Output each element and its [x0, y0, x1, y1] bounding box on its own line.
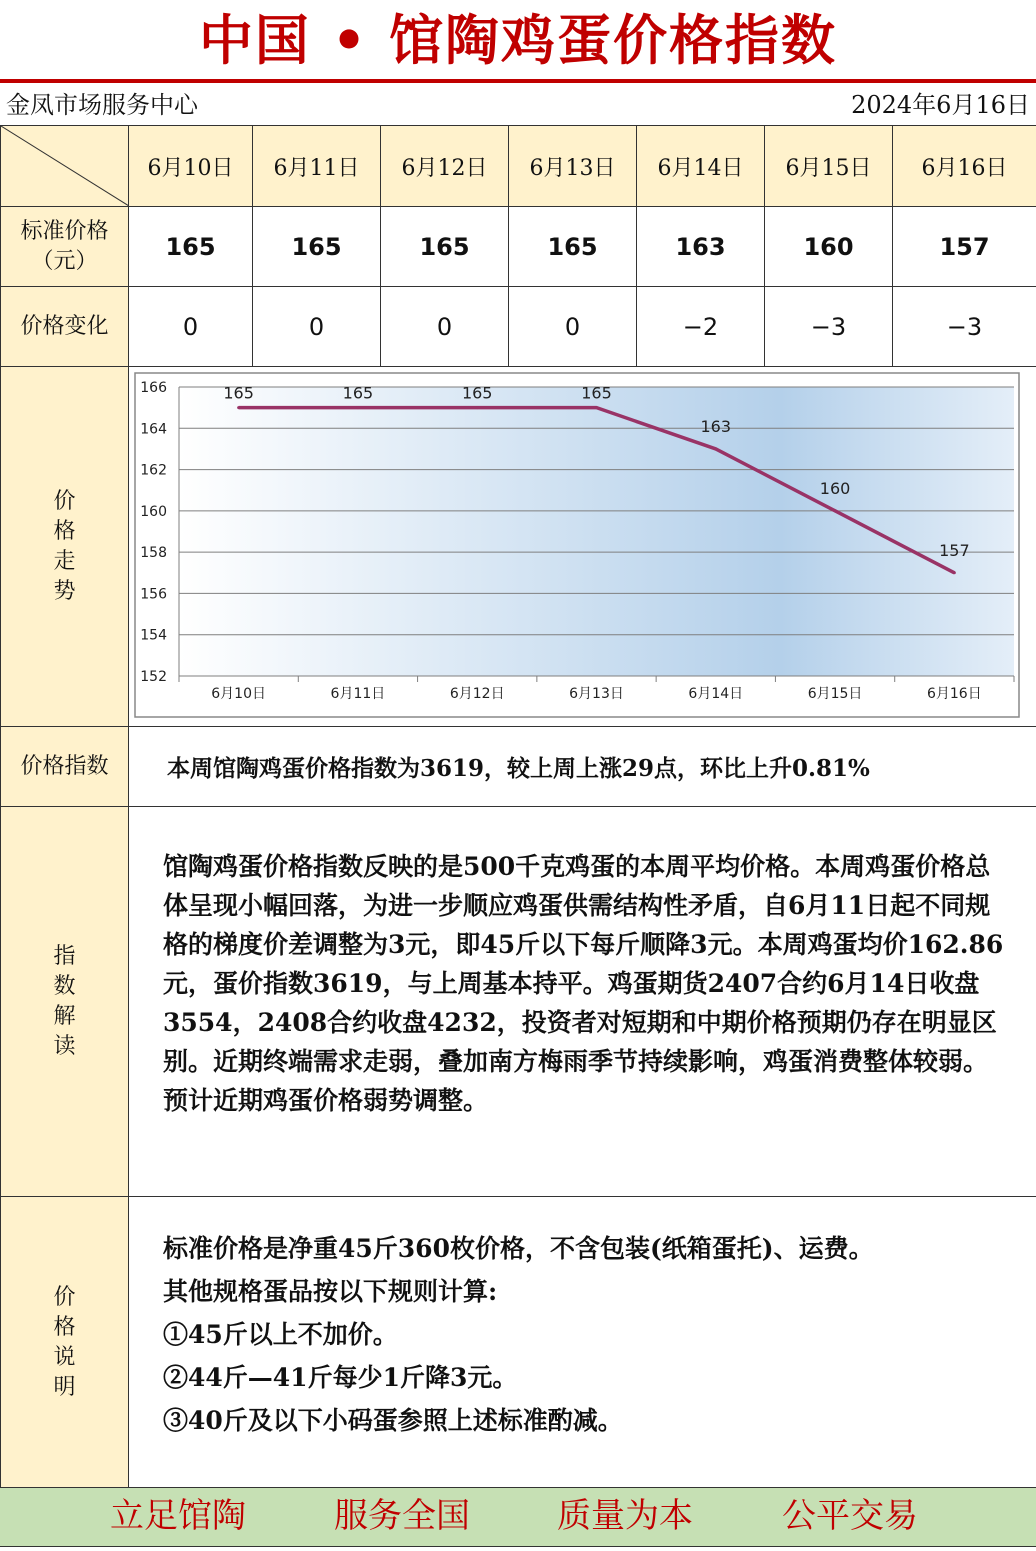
price-label-line2: （元） — [31, 248, 98, 274]
change-cell: −3 — [893, 287, 1036, 367]
x-tick-label: 6月13日 — [569, 686, 624, 702]
price-row-label — [1, 207, 129, 287]
corner-cell — [1, 126, 129, 207]
y-tick-label: 154 — [140, 627, 167, 644]
data-label: 165 — [581, 383, 612, 403]
x-tick-label: 6月14日 — [688, 686, 744, 702]
index-summary: 本周馆陶鸡蛋价格指数为3619，较上周上涨29点，环比上升0.81% — [129, 727, 1036, 807]
change-row-label: 价格变化 — [1, 287, 129, 367]
x-tick-label: 6月11日 — [330, 686, 386, 702]
x-tick-label: 6月16日 — [926, 686, 982, 702]
chart-cell — [129, 367, 1036, 727]
index-row-label: 价格指数 — [1, 727, 129, 807]
y-tick-label: 166 — [140, 380, 167, 396]
data-label: 165 — [223, 383, 254, 403]
y-tick-label: 164 — [140, 421, 167, 438]
label-char: 明 — [53, 1374, 76, 1400]
label-char: 读 — [53, 1033, 76, 1059]
slogan: 质量为本 — [557, 1496, 693, 1536]
data-label: 165 — [461, 383, 493, 403]
label-char: 说 — [53, 1344, 76, 1370]
organization: 金凤市场服务中心 — [6, 91, 198, 119]
note-line: 标准价格是净重45斤360枚价格，不含包装(纸箱蛋托)、运费。 — [163, 1234, 874, 1263]
footer-banner — [0, 1487, 1036, 1547]
y-tick-label: 162 — [140, 462, 167, 479]
change-cell: 0 — [129, 287, 253, 367]
slogan: 服务全国 — [334, 1496, 470, 1536]
date-header: 6月13日 — [509, 126, 637, 207]
data-label: 163 — [700, 416, 732, 436]
data-point — [595, 406, 598, 409]
data-point — [237, 406, 240, 409]
label-char: 数 — [53, 973, 76, 999]
data-point — [714, 447, 717, 450]
title-rule — [0, 79, 1036, 83]
notes-row-label — [1, 1197, 129, 1489]
data-point — [476, 406, 479, 409]
date-header: 6月10日 — [129, 126, 253, 207]
price-cell: 160 — [765, 207, 893, 287]
data-label: 160 — [819, 478, 851, 498]
price-notes — [129, 1197, 1036, 1489]
data-point — [356, 406, 359, 409]
slogan: 公平交易 — [782, 1496, 918, 1536]
x-tick-label: 6月10日 — [211, 686, 267, 702]
date-header: 6月11日 — [253, 126, 381, 207]
y-tick-label: 156 — [140, 586, 167, 603]
label-char: 走 — [53, 548, 76, 574]
price-cell: 157 — [893, 207, 1036, 287]
diagonal-line — [1, 126, 129, 206]
price-cell: 165 — [253, 207, 381, 287]
price-cell: 165 — [509, 207, 637, 287]
price-trend-chart — [129, 367, 1035, 725]
page-title: 中国 • 馆陶鸡蛋价格指数 — [198, 8, 838, 72]
change-cell: 0 — [253, 287, 381, 367]
note-line: ①45斤以上不加价。 — [163, 1320, 398, 1349]
data-label: 157 — [939, 540, 970, 560]
report-date: 2024年6月16日 — [851, 91, 1030, 119]
price-label-line1: 标准价格 — [20, 218, 109, 244]
plot-area — [179, 387, 1014, 676]
label-char: 价 — [53, 1284, 76, 1310]
date-header: 6月14日 — [637, 126, 765, 207]
label-char: 势 — [53, 578, 76, 604]
date-header: 6月15日 — [765, 126, 893, 207]
label-char: 格 — [53, 1314, 76, 1340]
x-tick-label: 6月15日 — [807, 686, 863, 702]
interp-row-label — [1, 807, 129, 1197]
y-tick-label: 160 — [140, 503, 167, 520]
y-tick-label: 152 — [140, 669, 167, 685]
data-label: 165 — [342, 383, 374, 403]
note-line: 其他规格蛋品按以下规则计算: — [163, 1277, 498, 1306]
price-cell: 165 — [129, 207, 253, 287]
change-cell: 0 — [509, 287, 637, 367]
slogan: 立足馆陶 — [110, 1496, 246, 1536]
interpretation-text: 馆陶鸡蛋价格指数反映的是500千克鸡蛋的本周平均价格。本周鸡蛋价格总体呈现小幅回落，为进一步顺应鸡蛋供需结构性矛盾，自6月11日起不同规格的梯度价差调整为3元，即45斤以下每斤顺降3元。本周鸡蛋均价162.86元，蛋价指数3619，与上周基本持平。鸡蛋期货2407合约6月14日收盘3554，2408合约收盘4232，投资者对短期和中期价格预期仍存在明显区别。近期终端需求走弱，叠加南方梅雨季节持续影响，鸡蛋消费整体较弱。预计近期鸡蛋价格弱势调整。 — [129, 807, 1036, 1197]
data-point — [953, 571, 956, 574]
label-char: 指 — [53, 943, 76, 969]
trend-row-label — [1, 367, 129, 727]
note-line: ③40斤及以下小码蛋参照上述标准酌减。 — [163, 1406, 623, 1435]
x-tick-label: 6月12日 — [449, 686, 505, 702]
change-cell: −2 — [637, 287, 765, 367]
note-line: ②44斤—41斤每少1斤降3元。 — [163, 1363, 518, 1392]
price-table — [0, 125, 1036, 1489]
date-header: 6月16日 — [893, 126, 1036, 207]
date-header: 6月12日 — [381, 126, 509, 207]
data-point — [834, 509, 837, 512]
label-char: 价 — [53, 488, 76, 514]
price-cell: 165 — [381, 207, 509, 287]
change-cell: −3 — [765, 287, 893, 367]
change-cell: 0 — [381, 287, 509, 367]
price-cell: 163 — [637, 207, 765, 287]
label-char: 格 — [53, 518, 76, 544]
y-tick-label: 158 — [140, 545, 167, 562]
label-char: 解 — [53, 1003, 76, 1029]
